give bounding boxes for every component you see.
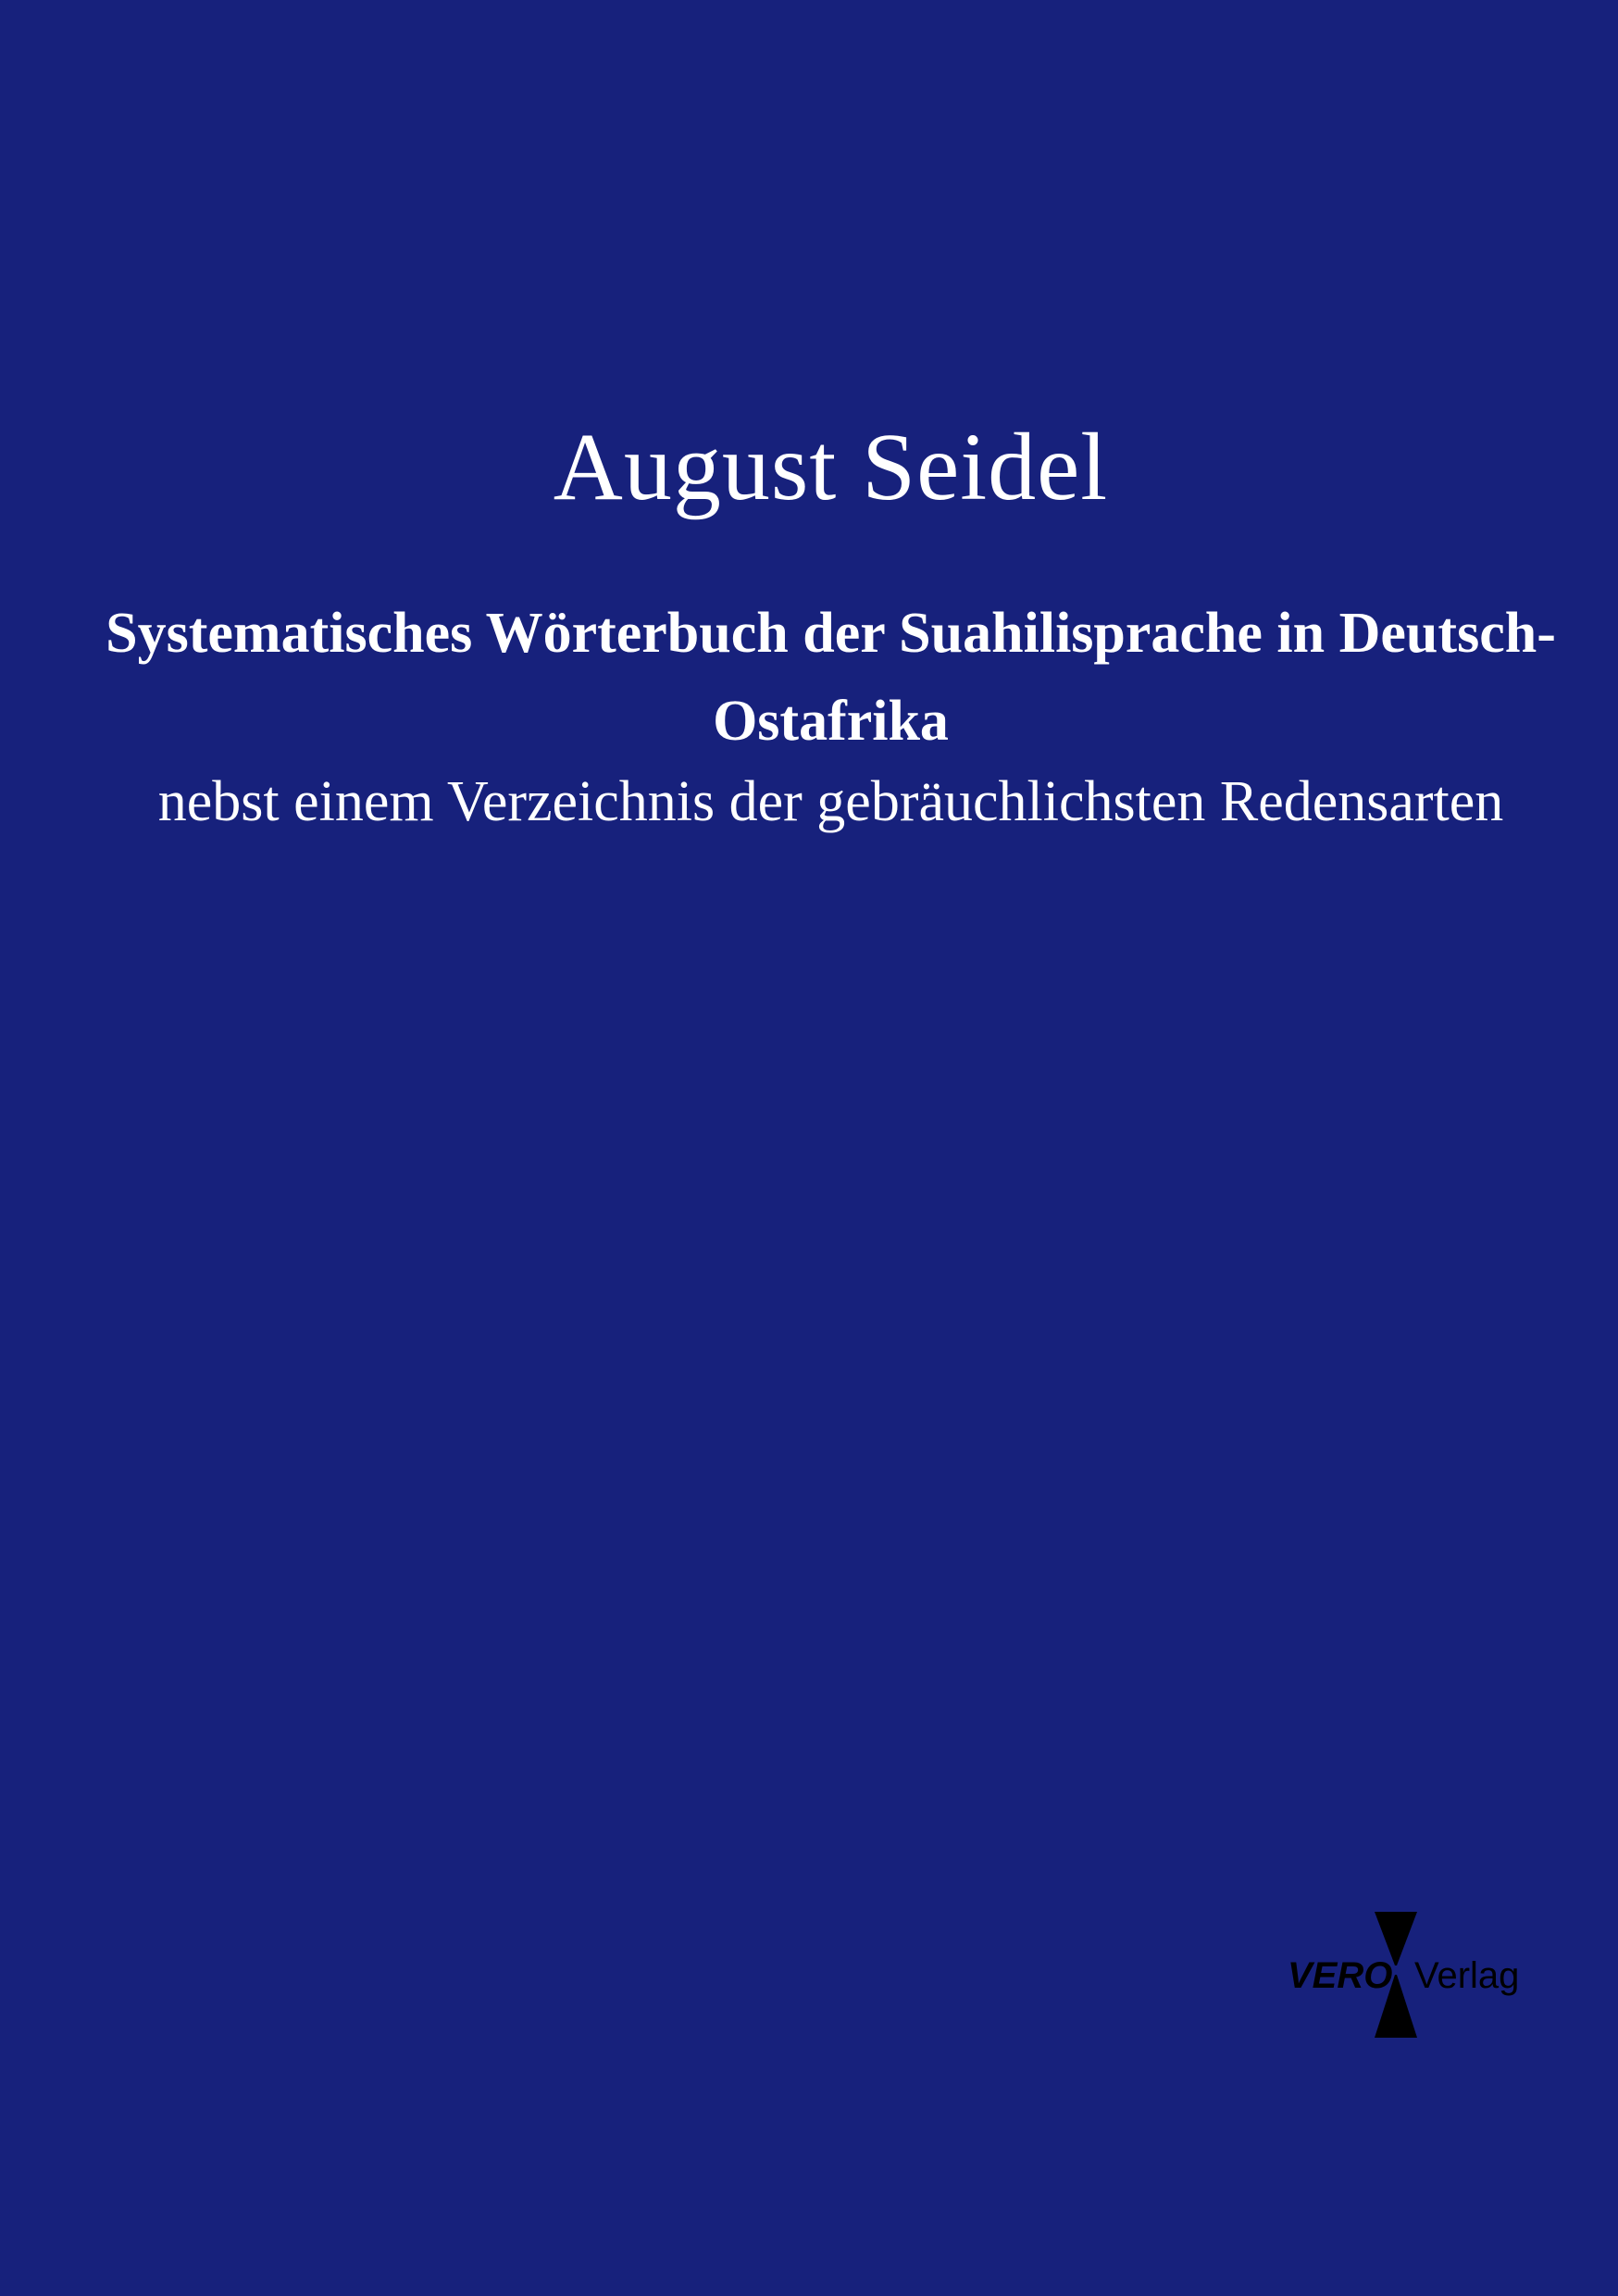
author-name: August Seidel bbox=[553, 414, 1109, 520]
book-title: Systematisches Wörterbuch der Suahilisprache in Deutsch-Ostafrika bbox=[106, 602, 1556, 753]
publisher-logo-graphic bbox=[1282, 1912, 1523, 2041]
publisher-logo bbox=[1282, 1912, 1523, 2041]
logo-suffix-text: Verlag bbox=[1414, 1955, 1520, 1996]
book-subtitle: nebst einem Verzeichnis der gebräuchlichsten Redensarten bbox=[157, 770, 1504, 833]
logo-brand-text: VERO bbox=[1288, 1955, 1393, 1996]
